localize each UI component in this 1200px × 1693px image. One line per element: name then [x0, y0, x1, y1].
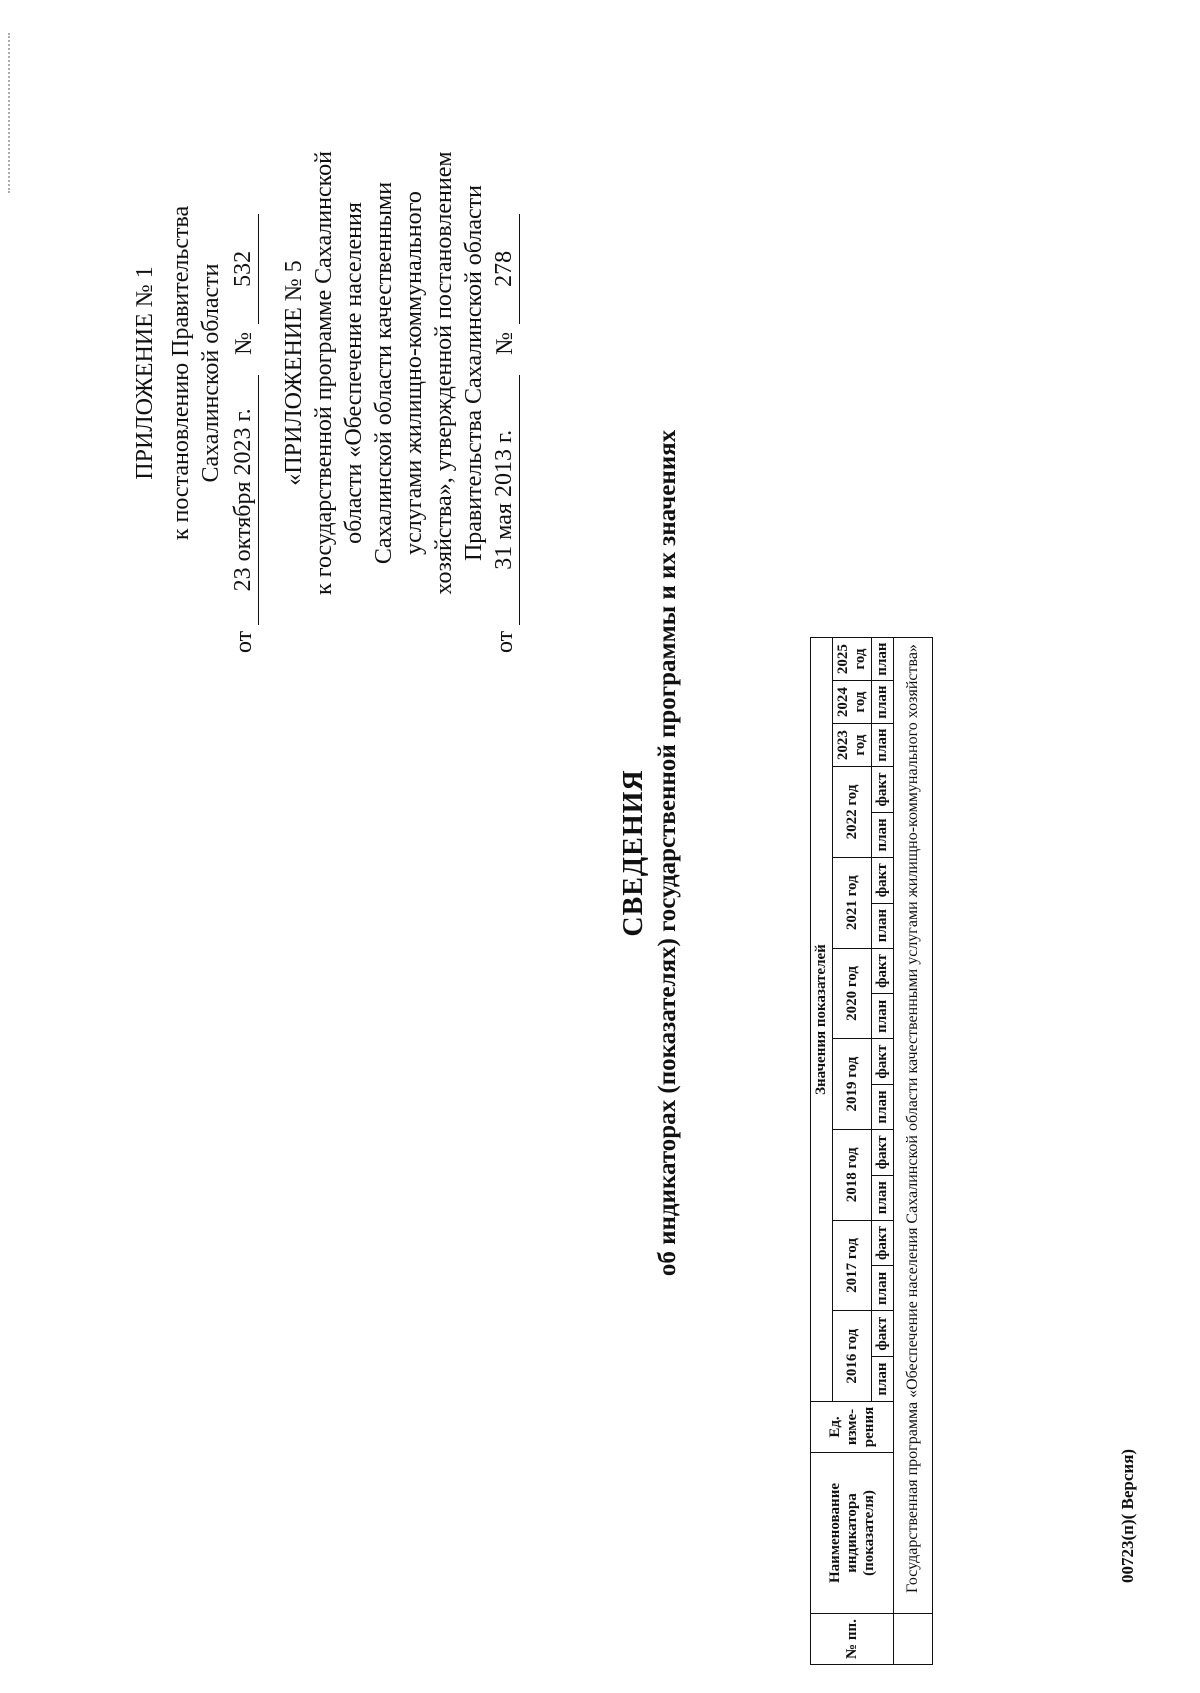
row-no-cell — [894, 1614, 933, 1665]
plan-header: план — [872, 724, 894, 767]
year-header: 2019 год — [833, 1039, 872, 1130]
number-label: № — [492, 331, 518, 355]
header-no: № пп. — [811, 1614, 894, 1665]
version-footer: 00723(п)( Версия) — [1118, 1448, 1137, 1583]
year-header: 2022 год — [833, 767, 872, 858]
annex-line: к постановлению Правительства — [168, 205, 194, 541]
plan-header: план — [872, 1266, 894, 1311]
from-label: от — [231, 630, 257, 653]
header-values: Значения показателей — [811, 638, 833, 1402]
plan-header: план — [872, 681, 894, 724]
program-number: 278 — [489, 214, 520, 324]
year-header: 2021 год — [833, 857, 872, 948]
scan-artifact — [8, 33, 12, 193]
program-row-cell: Государственная программа «Обеспечение населения Сахалинской области качественными услугами жилищно-коммунального хозяйства» — [894, 638, 933, 1614]
number-label: № — [231, 331, 257, 355]
plan-header: план — [872, 1357, 894, 1402]
plan-header: план — [872, 994, 894, 1039]
annex-title: ПРИЛОЖЕНИЕ № 1 — [132, 266, 158, 480]
header-unit: Ед. изме-рения — [811, 1402, 894, 1453]
program-date-line — [489, 93, 520, 653]
table-header-row — [811, 638, 833, 1665]
year-header: 2020 год — [833, 948, 872, 1039]
fact-header: факт — [872, 1220, 894, 1266]
title-sub: об индикаторах (показателях) государственной программы и их значениях — [654, 429, 681, 1277]
annex5-line: услугами жилищно-коммунального — [401, 191, 427, 555]
year-header: 2017 год — [833, 1220, 872, 1311]
year-header: 2023 год — [833, 724, 872, 767]
approval-date-line — [228, 93, 259, 653]
year-header: 2025 год — [833, 638, 872, 681]
program-date: 31 мая 2013 г. — [489, 375, 520, 625]
fact-header: факт — [872, 1311, 894, 1357]
annex5-line: Сахалинской области качественными — [371, 181, 397, 565]
annex5-line: хозяйства», утвержденной постановлением — [431, 151, 457, 595]
approval-number: 532 — [228, 214, 259, 324]
fact-header: факт — [872, 1039, 894, 1085]
annex5-line: Правительства Сахалинской области — [461, 184, 487, 562]
year-header: 2024 год — [833, 681, 872, 724]
plan-header: план — [872, 812, 894, 857]
plan-header: план — [872, 1175, 894, 1220]
indicators-table — [810, 637, 933, 1665]
annex5-title: «ПРИЛОЖЕНИЕ № 5 — [281, 260, 307, 486]
fact-header: факт — [872, 948, 894, 994]
year-header: 2016 год — [833, 1311, 872, 1402]
from-label: от — [492, 630, 518, 653]
table-row — [894, 638, 933, 1665]
annex5-body — [309, 93, 489, 653]
plan-header: план — [872, 1085, 894, 1130]
fact-header: факт — [872, 857, 894, 903]
year-header: 2018 год — [833, 1129, 872, 1220]
plan-header: план — [872, 638, 894, 681]
approval-block — [130, 93, 520, 653]
approval-date: 23 октября 2023 г. — [228, 375, 259, 625]
header-name: Наименование индикатора (показателя) — [811, 1453, 894, 1614]
plan-header: план — [872, 903, 894, 948]
document-title — [618, 103, 682, 1603]
annex5-line: области «Обеспечение населения — [341, 202, 367, 544]
annex5-line: к государственной программе Сахалинской — [311, 151, 337, 595]
fact-header: факт — [872, 767, 894, 813]
annex-line: Сахалинской области — [198, 263, 224, 483]
fact-header: факт — [872, 1129, 894, 1175]
title-main: СВЕДЕНИЯ — [618, 769, 649, 937]
